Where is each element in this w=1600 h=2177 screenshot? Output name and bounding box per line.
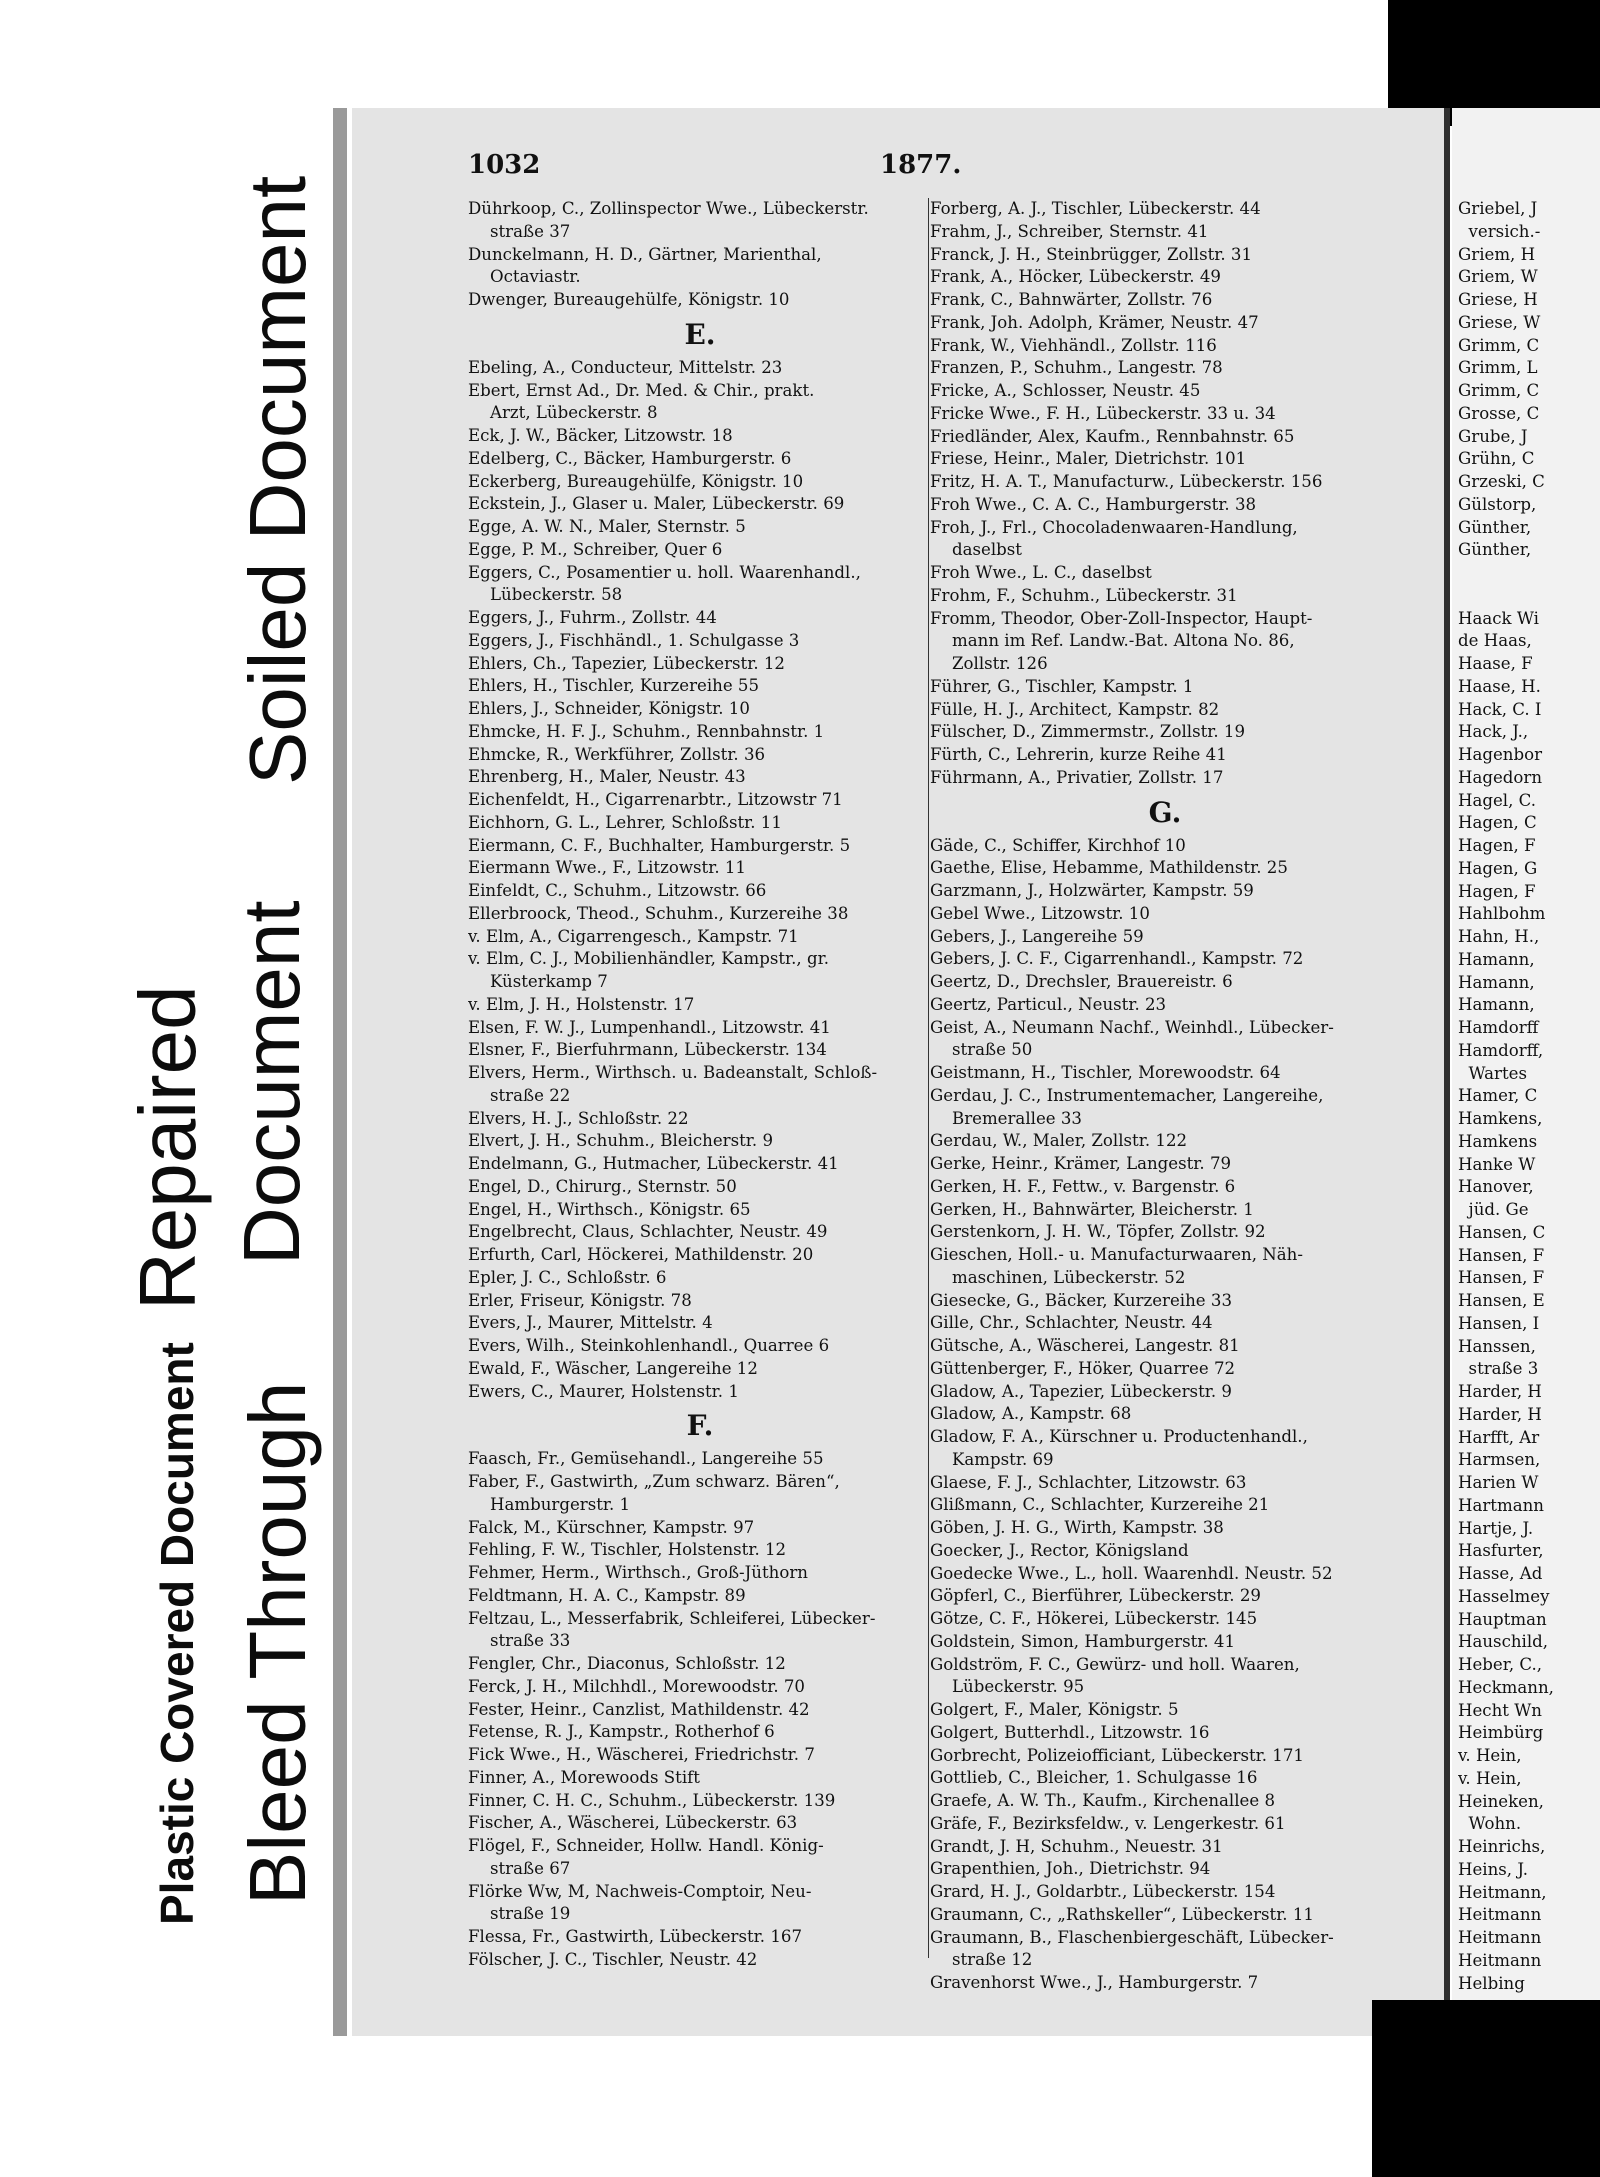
directory-entry-fragment: Griese, W xyxy=(1458,312,1541,332)
directory-entry-fragment: Hagel, C. xyxy=(1458,790,1537,810)
directory-entry-fragment: Hamkens, xyxy=(1458,1109,1543,1128)
directory-entry-fragment: Heitmann, xyxy=(1458,1882,1547,1902)
directory-entry: Gebers, J., Langereihe 59 xyxy=(930,926,1144,946)
directory-entry-fragment: Günther, xyxy=(1458,540,1532,560)
directory-entry: Erfurth, Carl, Höckerei, Mathildenstr. 20 xyxy=(468,1245,814,1264)
directory-entry-fragment: Hanke W xyxy=(1458,1154,1536,1174)
page-edge xyxy=(333,108,347,2036)
directory-entry: Frank, A., Höcker, Lübeckerstr. 49 xyxy=(930,267,1221,287)
directory-entry: Frank, W., Viehhändl., Zollstr. 116 xyxy=(930,335,1217,355)
directory-entry: Gorbrecht, Polizeiofficiant, Lübeckerstr. 171 xyxy=(930,1745,1304,1765)
directory-entry: Glaese, F. J., Schlachter, Litzowstr. 63 xyxy=(930,1472,1247,1492)
directory-entry-fragment: Heimbürg xyxy=(1458,1723,1544,1743)
directory-entry-fragment: Günther, xyxy=(1458,517,1532,537)
directory-entry: Golgert, F., Maler, Königstr. 5 xyxy=(930,1700,1179,1719)
directory-entry: Ferck, J. H., Milchhdl., Morewoodstr. 70 xyxy=(468,1676,805,1696)
directory-entry: Grandt, J. H, Schuhm., Neuestr. 31 xyxy=(930,1836,1223,1856)
directory-entry: Grard, H. J., Goldarbtr., Lübeckerstr. 154 xyxy=(930,1882,1276,1901)
directory-entry-fragment xyxy=(1458,585,1598,608)
directory-entry: Epler, J. C., Schloßstr. 6 xyxy=(468,1267,667,1287)
directory-entry: Gladow, A., Kampstr. 68 xyxy=(930,1404,1132,1424)
directory-entry: Erler, Friseur, Königstr. 78 xyxy=(468,1290,692,1310)
directory-entry: Ebeling, A., Conducteur, Mittelstr. 23 xyxy=(468,357,783,377)
directory-entry: Finner, A., Morewoods Stift xyxy=(468,1767,700,1787)
directory-entry-fragment: Hamdorff, xyxy=(1458,1040,1544,1060)
directory-entry-fragment: Griem, H xyxy=(1458,244,1536,264)
directory-entry-fragment: Hagedorn xyxy=(1458,767,1543,787)
directory-entry-fragment: Heitmann xyxy=(1458,1905,1542,1925)
directory-entry: Einfeldt, C., Schuhm., Litzowstr. 66 xyxy=(468,881,767,900)
directory-entry: Elvert, J. H., Schuhm., Bleicherstr. 9 xyxy=(468,1131,774,1151)
directory-entry: Engel, H., Wirthsch., Königstr. 65 xyxy=(468,1199,751,1219)
directory-entry: Führmann, A., Privatier, Zollstr. 17 xyxy=(930,767,1224,787)
label-repaired-document: Document xyxy=(227,900,316,1265)
directory-entry: Endelmann, G., Hutmacher, Lübeckerstr. 41 xyxy=(468,1154,839,1173)
directory-entry: Fischer, A., Wäscherei, Lübeckerstr. 63 xyxy=(468,1813,798,1833)
directory-entry: Engel, D., Chirurg., Sternstr. 50 xyxy=(468,1176,737,1196)
directory-entry: Güttenberger, F., Höker, Quarree 72 xyxy=(930,1358,1236,1378)
directory-entry: Froh, J., Frl., Chocoladenwaaren-Handlung, xyxy=(930,517,1298,537)
directory-entry: Eggers, J., Fischhändl., 1. Schulgasse 3 xyxy=(468,630,800,650)
directory-entry-fragment: Hartmann xyxy=(1458,1495,1544,1515)
label-soiled-document: Soiled Document xyxy=(233,175,322,785)
directory-entry: Gerdau, W., Maler, Zollstr. 122 xyxy=(930,1131,1188,1151)
directory-entry: Dwenger, Bureaugehülfe, Königstr. 10 xyxy=(468,290,790,309)
section-letter: G. xyxy=(1148,795,1182,829)
directory-entry: Eckstein, J., Glaser u. Maler, Lübeckerstr. 69 xyxy=(468,494,845,514)
directory-entry-fragment: Harder, H xyxy=(1458,1382,1542,1401)
directory-entry: Gerstenkorn, J. H. W., Töpfer, Zollstr. 92 xyxy=(930,1222,1266,1242)
directory-entry-fragment: Wohn. xyxy=(1458,1814,1522,1834)
directory-entry-fragment: Hamer, C xyxy=(1458,1086,1538,1106)
directory-entry-fragment: Griebel, J xyxy=(1458,199,1538,218)
directory-entry: Faber, F., Gastwirth, „Zum schwarz. Bären“, xyxy=(468,1472,840,1491)
directory-entry-fragment: Haase, H. xyxy=(1458,676,1541,696)
directory-entry: v. Elm, C. J., Mobilienhändler, Kampstr., gr. xyxy=(468,949,829,969)
directory-entry: Goecker, J., Rector, Königsland xyxy=(930,1540,1189,1560)
directory-entry-fragment: Hauptman xyxy=(1458,1609,1547,1629)
directory-entry: mann im Ref. Landw.-Bat. Altona No. 86, xyxy=(952,631,1295,651)
directory-entry: Gütsche, A., Wäscherei, Langestr. 81 xyxy=(930,1336,1240,1355)
section-letter: E. xyxy=(684,317,716,351)
directory-entry-fragment: Hack, J., xyxy=(1458,722,1529,742)
directory-entry: Fricke, A., Schlosser, Neustr. 45 xyxy=(930,381,1201,400)
directory-entry: Evers, Wilh., Steinkohlenhandl., Quarree 6 xyxy=(468,1336,830,1355)
directory-entry: v. Elm, A., Cigarrengesch., Kampstr. 71 xyxy=(468,926,799,946)
directory-entry-fragment: straße 3 xyxy=(1458,1359,1539,1379)
directory-entry: Frohm, F., Schuhm., Lübeckerstr. 31 xyxy=(930,585,1238,605)
directory-entry: Graumann, B., Flaschenbiergeschäft, Lübecker- xyxy=(930,1927,1334,1947)
directory-entry-fragment: Wartes xyxy=(1458,1063,1527,1083)
directory-entry: Arzt, Lübeckerstr. 8 xyxy=(490,403,658,423)
directory-column-left xyxy=(468,198,932,1972)
directory-entry: Eiermann Wwe., F., Litzowstr. 11 xyxy=(468,858,746,878)
directory-entry-fragment: Haack Wi xyxy=(1458,608,1539,628)
directory-entry: Götze, C. F., Hökerei, Lübeckerstr. 145 xyxy=(930,1609,1258,1628)
directory-entry-fragment: Hamann, xyxy=(1458,949,1535,969)
directory-entry: Gerken, H., Bahnwärter, Bleicherstr. 1 xyxy=(930,1199,1254,1219)
binding-clip-bottom xyxy=(1372,2000,1600,2177)
directory-entry: Göpferl, C., Bierführer, Lübeckerstr. 29 xyxy=(930,1586,1261,1606)
directory-entry-fragment: Grube, J xyxy=(1458,426,1528,446)
directory-entry-fragment: Hagen, F xyxy=(1458,881,1536,901)
directory-entry: Golgert, Butterhdl., Litzowstr. 16 xyxy=(930,1722,1210,1742)
directory-entry: Fricke Wwe., F. H., Lübeckerstr. 33 u. 34 xyxy=(930,403,1276,423)
directory-entry-fragment: Heinrichs, xyxy=(1458,1837,1546,1856)
directory-entry-fragment: Heineken, xyxy=(1458,1791,1544,1811)
directory-entry: Gravenhorst Wwe., J., Hamburgerstr. 7 xyxy=(930,1973,1259,1992)
directory-entry: Hamburgerstr. 1 xyxy=(490,1494,631,1514)
directory-entry: Führer, G., Tischler, Kampstr. 1 xyxy=(930,676,1194,696)
directory-entry-fragment: Hamann, xyxy=(1458,972,1535,992)
directory-entry-fragment: Hagen, F xyxy=(1458,836,1536,855)
directory-entry: Flörke Ww, M, Nachweis-Comptoir, Neu- xyxy=(468,1881,812,1901)
directory-entry: straße 67 xyxy=(490,1858,571,1878)
label-bleed-through: Bleed Through xyxy=(233,1381,322,1905)
directory-entry-fragment: Heitmann xyxy=(1458,1950,1542,1970)
directory-entry: Feltzau, L., Messerfabrik, Schleiferei, Lübecker- xyxy=(468,1608,876,1628)
directory-entry: Friedländer, Alex, Kaufm., Rennbahnstr. 65 xyxy=(930,426,1295,446)
directory-entry: Gerken, H. F., Fettw., v. Bargenstr. 6 xyxy=(930,1176,1236,1196)
directory-entry: Zollstr. 126 xyxy=(952,654,1048,673)
directory-entry: Finner, C. H. C., Schuhm., Lübeckerstr. 139 xyxy=(468,1790,836,1810)
directory-entry: Graefe, A. W. Th., Kaufm., Kirchenallee 8 xyxy=(930,1791,1276,1810)
directory-entry-fragment: de Haas, xyxy=(1458,631,1532,651)
directory-entry: Ebert, Ernst Ad., Dr. Med. & Chir., prakt. xyxy=(468,380,815,400)
directory-entry: straße 37 xyxy=(490,221,571,241)
directory-entry-fragment: Harien W xyxy=(1458,1473,1539,1492)
directory-entry: Engelbrecht, Claus, Schlachter, Neustr. 49 xyxy=(468,1222,828,1242)
directory-entry: Falck, M., Kürschner, Kampstr. 97 xyxy=(468,1517,755,1537)
directory-entry: Friese, Heinr., Maler, Dietrichstr. 101 xyxy=(930,449,1247,469)
directory-entry-fragment: Hanssen, xyxy=(1458,1336,1536,1356)
directory-entry: Eiermann, C. F., Buchhalter, Hamburgerstr. 5 xyxy=(468,835,851,855)
directory-entry: Ehlers, Ch., Tapezier, Lübeckerstr. 12 xyxy=(468,653,785,673)
directory-entry-fragment: Hansen, E xyxy=(1458,1291,1545,1310)
directory-entry-fragment: Hasfurter, xyxy=(1458,1541,1544,1561)
directory-entry-fragment: Hansen, C xyxy=(1458,1222,1546,1242)
directory-entry: Frahm, J., Schreiber, Sternstr. 41 xyxy=(930,221,1209,241)
directory-entry: Gottlieb, C., Bleicher, 1. Schulgasse 16 xyxy=(930,1768,1258,1788)
directory-entry: Gäde, C., Schiffer, Kirchhof 10 xyxy=(930,835,1186,855)
directory-entry: Evers, J., Maurer, Mittelstr. 4 xyxy=(468,1313,713,1333)
directory-entry-fragment: jüd. Ge xyxy=(1458,1200,1529,1219)
page-gutter xyxy=(1444,108,1450,2036)
directory-entry-fragment: Grzeski, C xyxy=(1458,472,1545,491)
directory-entry-fragment: Hanover, xyxy=(1458,1177,1534,1197)
directory-entry-fragment: Gülstorp, xyxy=(1458,494,1537,514)
directory-entry: v. Elm, J. H., Holstenstr. 17 xyxy=(468,994,695,1014)
directory-entry: Goldström, F. C., Gewürz- und holl. Waaren, xyxy=(930,1654,1300,1674)
page-year: 1877. xyxy=(880,150,962,180)
directory-entry: Faasch, Fr., Gemüsehandl., Langereihe 55 xyxy=(468,1449,824,1469)
directory-entry: Giesecke, G., Bäcker, Kurzereihe 33 xyxy=(930,1290,1233,1310)
directory-entry: Fülscher, D., Zimmermstr., Zollstr. 19 xyxy=(930,722,1246,742)
column-divider xyxy=(928,198,929,1958)
directory-entry: Küsterkamp 7 xyxy=(490,972,608,991)
directory-entry-fragment: Heins, J. xyxy=(1458,1859,1528,1879)
directory-entry-fragment: Hartje, J. xyxy=(1458,1518,1534,1538)
directory-entry: Eichenfeldt, H., Cigarrenarbtr., Litzowstr 71 xyxy=(468,790,843,809)
directory-entry-fragment: Heitmann xyxy=(1458,1928,1542,1947)
directory-entry: Fick Wwe., H., Wäscherei, Friedrichstr. 7 xyxy=(468,1745,815,1764)
directory-entry-fragment xyxy=(1458,562,1598,585)
directory-entry-fragment: Hamkens xyxy=(1458,1131,1538,1151)
directory-entry: Goedecke Wwe., L., holl. Waarenhdl. Neustr. 52 xyxy=(930,1563,1333,1583)
directory-entry-fragment: Harmsen, xyxy=(1458,1450,1541,1470)
directory-entry: straße 33 xyxy=(490,1631,571,1651)
directory-entry: Octaviastr. xyxy=(490,267,581,287)
directory-entry: Gerke, Heinr., Krämer, Langestr. 79 xyxy=(930,1154,1232,1173)
directory-entry-fragment: Harder, H xyxy=(1458,1404,1542,1424)
directory-entry: maschinen, Lübeckerstr. 52 xyxy=(952,1267,1186,1287)
directory-entry: Fengler, Chr., Diaconus, Schloßstr. 12 xyxy=(468,1654,786,1673)
directory-entry-fragment: Grimm, C xyxy=(1458,335,1540,355)
directory-entry: Fromm, Theodor, Ober-Zoll-Inspector, Haupt- xyxy=(930,608,1313,628)
directory-entry-fragment: Hahn, H., xyxy=(1458,927,1540,946)
directory-entry: Geertz, Particul., Neustr. 23 xyxy=(930,994,1167,1014)
directory-entry: straße 50 xyxy=(952,1040,1033,1060)
directory-entry: Gebel Wwe., Litzowstr. 10 xyxy=(930,903,1150,923)
directory-entry: Lübeckerstr. 58 xyxy=(490,585,623,605)
directory-entry-fragment: Hasse, Ad xyxy=(1458,1564,1543,1583)
page-number: 1032 xyxy=(468,150,541,180)
directory-entry-fragment: Hamdorff xyxy=(1458,1018,1539,1037)
directory-entry: Ellerbroock, Theod., Schuhm., Kurzereihe 38 xyxy=(468,903,849,923)
directory-entry: Bremerallee 33 xyxy=(952,1108,1082,1128)
directory-entry: daselbst xyxy=(952,540,1022,560)
directory-entry: Eichhorn, G. L., Lehrer, Schloßstr. 11 xyxy=(468,812,782,832)
directory-entry: Gladow, A., Tapezier, Lübeckerstr. 9 xyxy=(930,1381,1232,1401)
directory-entry-fragment: Heckmann, xyxy=(1458,1677,1554,1697)
directory-entry: Ewald, F., Wäscher, Langereihe 12 xyxy=(468,1358,758,1378)
directory-column-right xyxy=(930,198,1400,1995)
directory-entry: Glißmann, C., Schlachter, Kurzereihe 21 xyxy=(930,1495,1270,1515)
directory-entry: Elsen, F. W. J., Lumpenhandl., Litzowstr. 41 xyxy=(468,1017,831,1037)
directory-entry: Fetense, R. J., Kampstr., Rotherhof 6 xyxy=(468,1722,775,1742)
directory-entry: Froh Wwe., L. C., daselbst xyxy=(930,563,1152,582)
section-letter: F. xyxy=(686,1409,714,1443)
directory-entry: Fester, Heinr., Canzlist, Mathildenstr. 42 xyxy=(468,1699,810,1719)
directory-entry: Ehrenberg, H., Maler, Neustr. 43 xyxy=(468,767,746,787)
directory-entry: Lübeckerstr. 95 xyxy=(952,1677,1085,1697)
directory-entry-fragment: Helbing xyxy=(1458,1973,1525,1993)
directory-entry-fragment: Hahlbohm xyxy=(1458,904,1546,924)
directory-entry: Fehmer, Herm., Wirthsch., Groß-Jüthorn xyxy=(468,1563,808,1582)
directory-entry-fragment: Hagen, G xyxy=(1458,858,1538,878)
directory-entry: Franck, J. H., Steinbrügger, Zollstr. 31 xyxy=(930,244,1253,264)
directory-entry: Franzen, P., Schuhm., Langestr. 78 xyxy=(930,358,1223,378)
directory-entry: Dunckelmann, H. D., Gärtner, Marienthal, xyxy=(468,244,822,264)
directory-entry: Forberg, A. J., Tischler, Lübeckerstr. 44 xyxy=(930,199,1261,218)
directory-entry: Ehmcke, R., Werkführer, Zollstr. 36 xyxy=(468,744,766,764)
directory-entry-fragment: Hagen, C xyxy=(1458,813,1537,833)
directory-entry: Froh Wwe., C. A. C., Hamburgerstr. 38 xyxy=(930,494,1257,514)
directory-entry: Eggers, J., Fuhrm., Zollstr. 44 xyxy=(468,608,717,627)
directory-entry: Eggers, C., Posamentier u. holl. Waarenhandl., xyxy=(468,562,861,582)
directory-entry-fragment: Harfft, Ar xyxy=(1458,1427,1540,1447)
directory-entry: Egge, P. M., Schreiber, Quer 6 xyxy=(468,539,723,559)
directory-entry: Gerdau, J. C., Instrumentemacher, Langereihe, xyxy=(930,1085,1324,1105)
directory-entry: Ehmcke, H. F. J., Schuhm., Rennbahnstr. 1 xyxy=(468,721,825,741)
directory-entry-fragment: Grimm, C xyxy=(1458,381,1540,400)
directory-entry: Gaethe, Elise, Hebamme, Mathildenstr. 25 xyxy=(930,858,1288,878)
directory-entry: Egge, A. W. N., Maler, Sternstr. 5 xyxy=(468,517,746,536)
directory-entry-fragment: Hack, C. I xyxy=(1458,699,1542,719)
directory-entry-fragment: Hansen, F xyxy=(1458,1245,1545,1265)
directory-entry: Gladow, F. A., Kürschner u. Productenhandl., xyxy=(930,1427,1308,1446)
directory-entry: Grapenthien, Joh., Dietrichstr. 94 xyxy=(930,1859,1211,1879)
directory-entry-fragment: Grimm, L xyxy=(1458,358,1538,378)
directory-entry: straße 22 xyxy=(490,1085,571,1105)
directory-entry: Ewers, C., Maurer, Holstenstr. 1 xyxy=(468,1381,739,1401)
directory-entry: straße 12 xyxy=(952,1950,1033,1970)
directory-entry: Feldtmann, H. A. C., Kampstr. 89 xyxy=(468,1585,746,1605)
directory-entry: Geertz, D., Drechsler, Brauereistr. 6 xyxy=(930,972,1233,991)
directory-entry: Geistmann, H., Tischler, Morewoodstr. 64 xyxy=(930,1063,1281,1082)
directory-entry: Gebers, J. C. F., Cigarrenhandl., Kampstr. 72 xyxy=(930,949,1304,969)
directory-entry: Ehlers, H., Tischler, Kurzereihe 55 xyxy=(468,676,760,696)
directory-entry: Eck, J. W., Bäcker, Litzowstr. 18 xyxy=(468,426,733,445)
directory-entry: Frank, Joh. Adolph, Krämer, Neustr. 47 xyxy=(930,312,1259,332)
directory-entry: straße 19 xyxy=(490,1904,571,1924)
directory-entry: Gräfe, F., Bezirksfeldw., v. Lengerkestr. 61 xyxy=(930,1813,1286,1833)
label-repaired: Repaired xyxy=(123,985,212,1310)
directory-entry-fragment: Haase, F xyxy=(1458,654,1533,673)
directory-entry: Fehling, F. W., Tischler, Holstenstr. 12 xyxy=(468,1540,787,1560)
directory-entry-fragment: Hagenbor xyxy=(1458,745,1543,764)
directory-entry: Gille, Chr., Schlachter, Neustr. 44 xyxy=(930,1313,1213,1333)
directory-entry: Fölscher, J. C., Tischler, Neustr. 42 xyxy=(468,1949,758,1969)
directory-entry: Garzmann, J., Holzwärter, Kampstr. 59 xyxy=(930,881,1254,900)
directory-entry: Fritz, H. A. T., Manufacturw., Lübeckerstr. 156 xyxy=(930,472,1323,491)
directory-entry: Göben, J. H. G., Wirth, Kampstr. 38 xyxy=(930,1518,1224,1537)
directory-entry: Ehlers, J., Schneider, Königstr. 10 xyxy=(468,699,750,718)
directory-entry-fragment: versich.- xyxy=(1458,221,1541,241)
directory-entry: Eckerberg, Bureaugehülfe, Königstr. 10 xyxy=(468,471,804,491)
directory-entry-fragment: v. Hein, xyxy=(1458,1768,1522,1788)
directory-entry: Frank, C., Bahnwärter, Zollstr. 76 xyxy=(930,290,1213,309)
directory-entry-fragment: Hecht Wn xyxy=(1458,1700,1542,1720)
directory-entry: Elvers, Herm., Wirthsch. u. Badeanstalt, Schloß- xyxy=(468,1063,878,1082)
directory-entry: Geist, A., Neumann Nachf., Weinhdl., Lübecker- xyxy=(930,1017,1334,1037)
directory-entry: Fülle, H. J., Architect, Kampstr. 82 xyxy=(930,699,1220,719)
directory-entry-fragment: Griese, H xyxy=(1458,290,1538,309)
directory-entry: Goldstein, Simon, Hamburgerstr. 41 xyxy=(930,1631,1236,1651)
directory-entry-fragment: Grühn, C xyxy=(1458,449,1535,469)
directory-entry-fragment: Hamann, xyxy=(1458,995,1535,1015)
directory-entry-fragment: Hauschild, xyxy=(1458,1632,1549,1652)
directory-entry-fragment: Heber, C., xyxy=(1458,1655,1543,1674)
directory-entry: Elvers, H. J., Schloßstr. 22 xyxy=(468,1108,689,1128)
directory-entry: Elsner, F., Bierfuhrmann, Lübeckerstr. 134 xyxy=(468,1040,827,1060)
directory-entry-fragment: Hasselmey xyxy=(1458,1586,1550,1606)
directory-entry-fragment: v. Hein, xyxy=(1458,1746,1522,1765)
directory-entry: Gieschen, Holl.- u. Manufacturwaaren, Näh- xyxy=(930,1245,1303,1264)
label-plastic-covered-document: Plastic Covered Document xyxy=(151,1342,203,1925)
directory-entry-fragment: Griem, W xyxy=(1458,267,1538,287)
directory-entry: Flessa, Fr., Gastwirth, Lübeckerstr. 167 xyxy=(468,1927,803,1946)
directory-entry: Kampstr. 69 xyxy=(952,1449,1054,1469)
directory-entry: Fürth, C., Lehrerin, kurze Reihe 41 xyxy=(930,745,1227,764)
directory-entry: Graumann, C., „Rathskeller“, Lübeckerstr. 11 xyxy=(930,1904,1314,1924)
directory-entry-fragment: Grosse, C xyxy=(1458,403,1540,423)
directory-entry: Edelberg, C., Bäcker, Hamburgerstr. 6 xyxy=(468,448,792,468)
directory-column-next-page xyxy=(1458,198,1598,1995)
directory-entry-fragment: Hansen, I xyxy=(1458,1313,1540,1333)
directory-entry: Flögel, F., Schneider, Hollw. Handl. König- xyxy=(468,1836,824,1855)
directory-entry: Dührkoop, C., Zollinspector Wwe., Lübeckerstr. xyxy=(468,199,869,218)
directory-entry-fragment: Hansen, F xyxy=(1458,1268,1545,1288)
